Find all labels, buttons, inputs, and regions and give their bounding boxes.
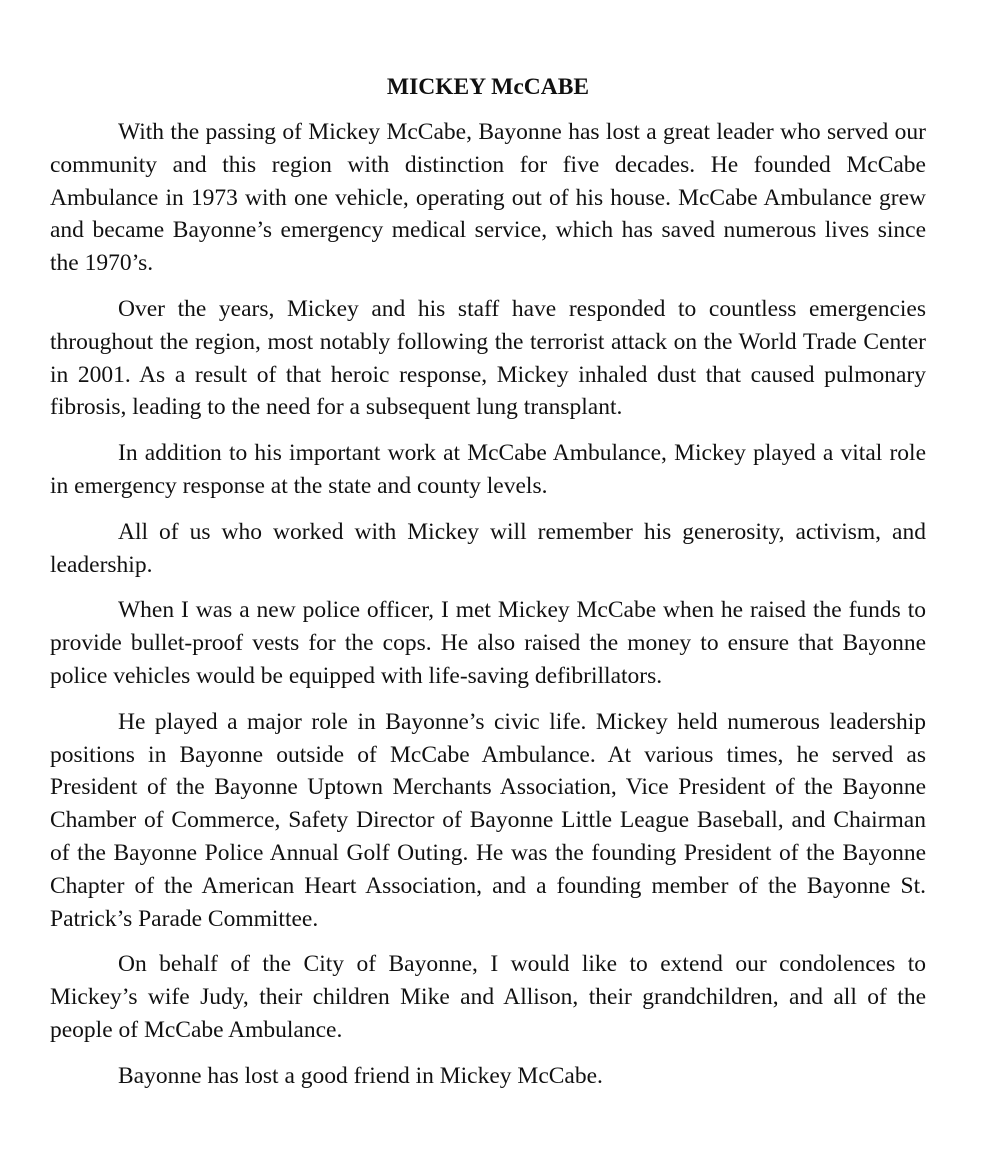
paragraph-8: Bayonne has lost a good friend in Mickey McCabe. [118, 1062, 603, 1089]
paragraph-3: In addition to his important work at McCabe Ambulance, Mickey played a vital role in emergency response at the state and county levels. [50, 440, 926, 499]
paragraph-7: On behalf of the City of Bayonne, I would like to extend our condolences to Mickey’s wife Judy, their children Mike and Allison, their grandchildren, and all of the people of McCabe Ambulance. [50, 951, 926, 1043]
paragraph-4: All of us who worked with Mickey will remember his generosity, activism, and leadership. [50, 518, 926, 578]
paragraph-2: Over the years, Mickey and his staff have responded to countless emergencies throughout the region, most notably following the terrorist attack on the World Trade Center in 2001. As a result of that heroic response, Mickey inhaled dust that caused pulmonary fibrosis, leading to the need for a subsequent lung transplant. [50, 295, 926, 421]
document-page [50, 72, 926, 1093]
paragraph-6: He played a major role in Bayonne’s civic life. Mickey held numerous leadership positions in Bayonne outside of McCabe Ambulance. At various times, he served as President of the Bayonne Uptown Merchants Association, Vice President of the Bayonne Chamber of Commerce, Safety Director of Bayonne Little League Baseball, and Chairman of the Bayonne Police Annual Golf Outing. He was the founding President of the Bayonne Chapter of the American Heart Association, and a founding member of the Bayonne St. Patrick’s Parade Committee. [50, 708, 926, 932]
paragraph-1: With the passing of Mickey McCabe, Bayonne has lost a great leader who served our community and this region with distinction for five decades. He founded McCabe Ambulance in 1973 with one vehicle, operating out of his house. McCabe Ambulance grew and became Bayonne’s emergency medical service, which has saved numerous lives since the 1970’s. [50, 119, 926, 277]
paragraph-5: When I was a new police officer, I met Mickey McCabe when he raised the funds to provide bullet-proof vests for the cops. He also raised the money to ensure that Bayonne police vehicles would be equipped with life-saving defibrillators. [50, 597, 926, 689]
document-title: MICKEY McCABE [386, 74, 590, 100]
